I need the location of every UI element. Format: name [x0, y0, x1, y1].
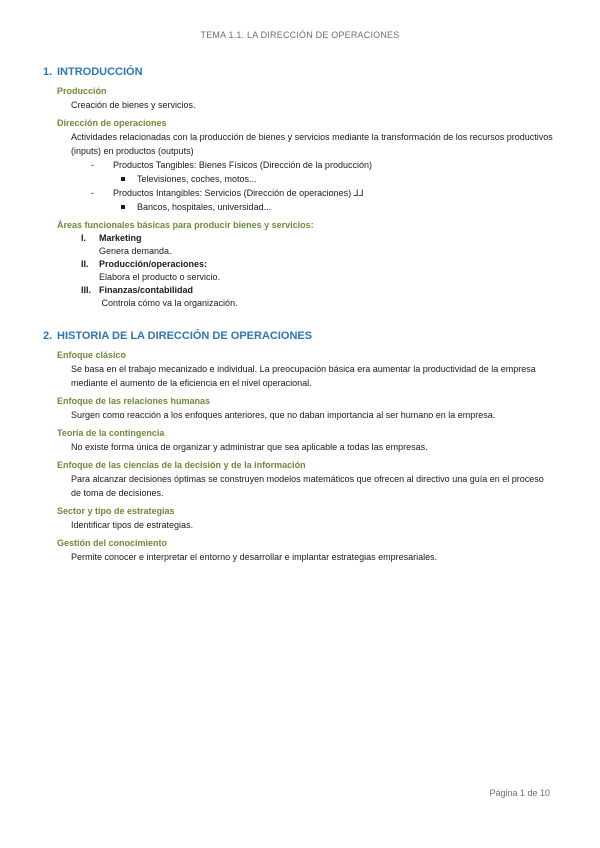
history-heading: Sector y tipo de estrategias: [57, 506, 175, 516]
sublist-item-tangibles: [121, 172, 555, 186]
list-item-text: Productos Intangibles: Servicios (Dirección de operaciones) ⅃⅃: [113, 188, 364, 198]
square-bullet-icon: [121, 205, 125, 209]
history-heading: Enfoque clásico: [57, 350, 127, 360]
history-text: Identificar tipos de estrategias.: [71, 520, 194, 530]
subheading-direccion-operaciones: Dirección de operaciones: [57, 118, 167, 128]
history-heading: Enfoque de las relaciones humanas: [57, 396, 211, 406]
history-block-contingencia: [43, 428, 555, 454]
subheading-areas-funcionales: Áreas funcionales básicas para producir bienes y servicios:: [57, 220, 314, 230]
history-heading: Teoría de la contingencia: [57, 428, 165, 438]
roman-numeral: I.: [81, 233, 87, 243]
area-title: Finanzas/contabilidad: [99, 285, 194, 295]
dash-marker: -: [91, 188, 94, 198]
sublist-item-text: Televisiones, coches, motos...: [137, 174, 257, 184]
history-text: Se basa en el trabajo mecanizado e individual. La preocupación básica era aumentar la productividad de la empresa mediante el aumento de la eficiencia en el nivel operacional.: [71, 364, 536, 388]
history-text: No existe forma única de organizar y administrar que sea aplicable a todas las empresas.: [71, 442, 428, 452]
history-block-estrategias: [43, 506, 555, 532]
section-title-introduccion: [43, 66, 555, 78]
dash-marker: -: [91, 160, 94, 170]
section-title-text: INTRODUCCIÓN: [57, 66, 143, 78]
section-number: 1.: [43, 66, 53, 78]
area-item-finanzas: [81, 284, 555, 310]
history-block-relaciones-humanas: [43, 396, 555, 422]
list-item-tangibles: [91, 158, 555, 172]
roman-numeral: III.: [81, 285, 92, 295]
area-description: Controla cómo va la organización.: [99, 298, 238, 308]
page-header: TEMA 1.1. LA DIRECCIÓN DE OPERACIONES: [200, 30, 400, 40]
section-number: 2.: [43, 330, 53, 342]
subheading-produccion: Producción: [57, 86, 107, 96]
sublist-item-text: Bancos, hospitales, universidad...: [137, 202, 272, 212]
area-title: Marketing: [99, 233, 142, 243]
sublist-item-intangibles: [121, 200, 555, 214]
history-block-ciencias-decision: [43, 460, 555, 500]
area-item-marketing: [81, 232, 555, 258]
page-footer: Página 1 de 10: [489, 788, 550, 798]
area-item-produccion: [81, 258, 555, 284]
section-title-text: HISTORIA DE LA DIRECCIÓN DE OPERACIONES: [57, 330, 313, 342]
history-heading: Gestión del conocimiento: [57, 538, 168, 548]
history-text: Surgen como reacción a los enfoques anteriores, que no daban importancia al ser humano en la empresa.: [71, 410, 496, 420]
section-title-historia: [43, 330, 555, 342]
history-text: Para alcanzar decisiones óptimas se construyen modelos matemáticos que ofrecen al directivo una guía en el proceso de toma de decisiones.: [71, 474, 544, 498]
paragraph-direccion-operaciones: Actividades relacionadas con la producción de bienes y servicios mediante la transformación de los recursos productivos (inputs) en productos (outputs): [71, 132, 553, 156]
history-text: Permite conocer e interpretar el entorno y desarrollar e implantar estrategias empresariales.: [71, 552, 438, 562]
list-item-text: Productos Tangibles: Bienes Físicos (Dirección de la producción): [113, 160, 372, 170]
history-heading: Enfoque de las ciencias de la decisión y de la información: [57, 460, 306, 470]
document-content: [43, 66, 555, 570]
area-title: Producción/operaciones:: [99, 259, 208, 269]
paragraph-produccion: Creación de bienes y servicios.: [71, 100, 196, 110]
list-item-intangibles: [91, 186, 555, 200]
roman-numeral: II.: [81, 259, 89, 269]
area-description: Elabora el producto o servicio.: [99, 272, 221, 282]
area-description: Genera demanda.: [99, 246, 172, 256]
square-bullet-icon: [121, 177, 125, 181]
history-block-clasico: [43, 350, 555, 390]
history-block-conocimiento: [43, 538, 555, 564]
